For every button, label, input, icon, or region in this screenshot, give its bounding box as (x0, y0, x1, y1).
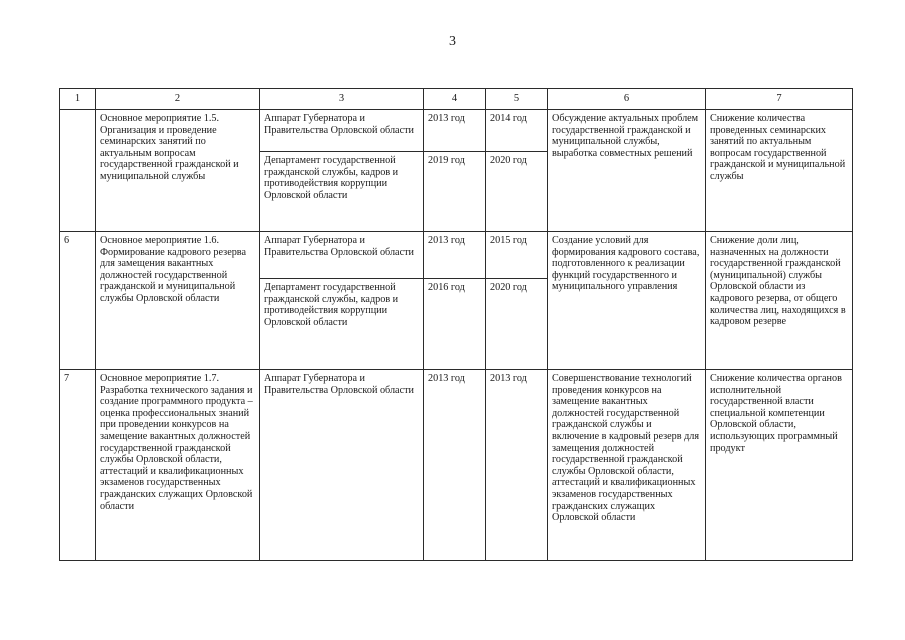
activities-table (59, 88, 853, 561)
executor-cell: Аппарат Губернатора и Правительства Орловской области (260, 110, 424, 152)
header-cell: 5 (486, 89, 548, 110)
row-number-cell: 6 (60, 232, 96, 370)
start-year-cell: 2013 год (424, 370, 486, 561)
measure-cell: Основное мероприятие 1.6. Формирование кадрового резерва для замещения вакантных должностей государственной гражданской и муниципальной службы Орловской области (96, 232, 260, 370)
start-year-cell: 2013 год (424, 232, 486, 279)
end-year-cell: 2020 год (486, 152, 548, 232)
executor-cell: Аппарат Губернатора и Правительства Орловской области (260, 370, 424, 561)
executor-cell: Департамент государственной гражданской службы, кадров и противодействия коррупции Орловской области (260, 279, 424, 370)
start-year-cell: 2013 год (424, 110, 486, 152)
header-cell: 1 (60, 89, 96, 110)
expected-result-cell: Создание условий для формирования кадрового состава, подготовленного к реализации функций государственного и муниципального управления (548, 232, 706, 370)
row-number-cell: 7 (60, 370, 96, 561)
measure-cell: Основное мероприятие 1.5. Организация и проведение семинарских занятий по актуальным вопросам государственной гражданской и муниципальной службы (96, 110, 260, 232)
table-row (60, 110, 853, 152)
end-year-cell: 2014 год (486, 110, 548, 152)
executor-cell: Департамент государственной гражданской службы, кадров и противодействия коррупции Орловской области (260, 152, 424, 232)
indicator-cell: Снижение количества проведенных семинарских занятий по актуальным вопросам государственной гражданской и муниципальной службы (706, 110, 853, 232)
header-cell: 6 (548, 89, 706, 110)
table-header-row (60, 89, 853, 110)
expected-result-cell: Совершенствование технологий проведения конкурсов на замещение вакантных должностей государственной гражданской службы и включение в кадровый резерв для замещения должностей государственной гражданской службы Орловской области, аттестаций и квалификационных экзаменов государственных гражданских служащих Орловской области (548, 370, 706, 561)
header-cell: 3 (260, 89, 424, 110)
end-year-cell: 2013 год (486, 370, 548, 561)
indicator-cell: Снижение доли лиц, назначенных на должности государственной гражданской (муниципальной) службы Орловской области из кадрового резерва, от общего количества лиц, находящихся в кадровом резерве (706, 232, 853, 370)
header-cell: 7 (706, 89, 853, 110)
table-row (60, 370, 853, 561)
start-year-cell: 2019 год (424, 152, 486, 232)
expected-result-cell: Обсуждение актуальных проблем государственной гражданской и муниципальной службы, выработка совместных решений (548, 110, 706, 232)
start-year-cell: 2016 год (424, 279, 486, 370)
measure-cell: Основное мероприятие 1.7. Разработка технического задания и создание программного продукта – оценка профессиональных знаний при проведении конкурсов на замещение вакантных должностей государственной гражданской службы Орловской области, аттестаций и квалификационных экзаменов государственных гражданских служащих Орловской области (96, 370, 260, 561)
row-number-cell (60, 110, 96, 232)
page-number: 3 (449, 34, 456, 49)
indicator-cell: Снижение количества органов исполнительной государственной власти специальной компетенции Орловской области, использующих программный продукт (706, 370, 853, 561)
end-year-cell: 2020 год (486, 279, 548, 370)
executor-cell: Аппарат Губернатора и Правительства Орловской области (260, 232, 424, 279)
header-cell: 2 (96, 89, 260, 110)
table-row (60, 232, 853, 279)
end-year-cell: 2015 год (486, 232, 548, 279)
header-cell: 4 (424, 89, 486, 110)
